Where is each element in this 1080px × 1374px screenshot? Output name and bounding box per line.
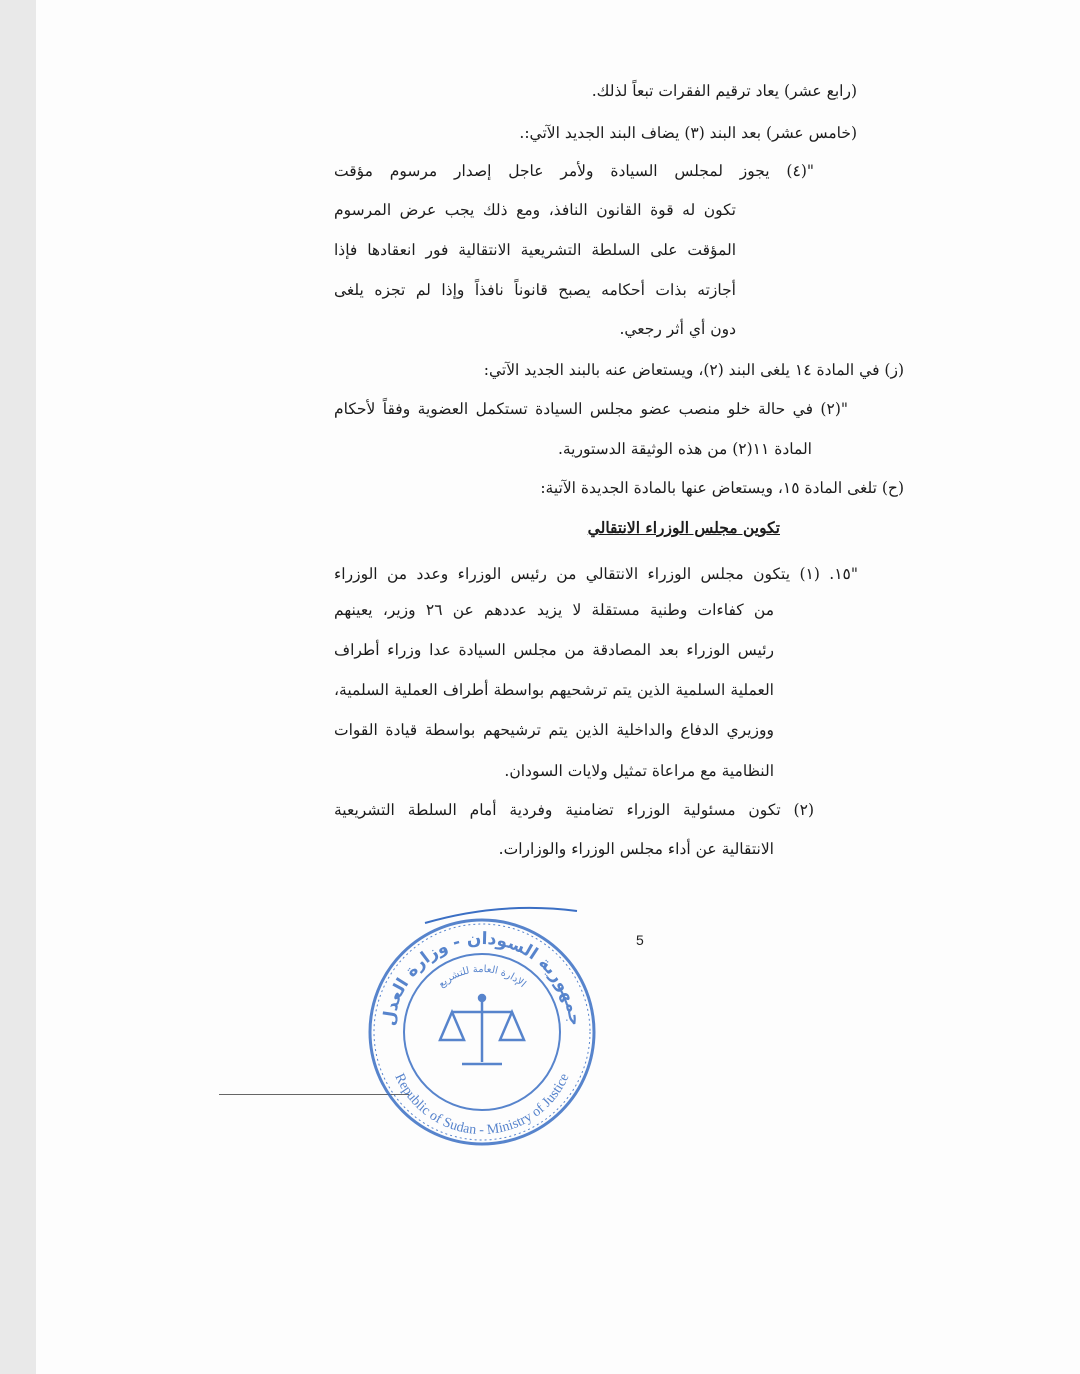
- page-number: 5: [636, 932, 644, 948]
- text-line-18: (٢) تكون مسئولية الوزراء تضامنية وفردية أمام السلطة التشريعية: [334, 801, 814, 819]
- text-line-5: المؤقت على السلطة التشريعية الانتقالية فور انعقادها فإذا: [334, 241, 736, 259]
- text-line-17: النظامية مع مراعاة تمثيل ولايات السودان.: [504, 762, 774, 780]
- text-line-7: دون أي أثر رجعي.: [619, 320, 736, 338]
- section-heading: تكوين مجلس الوزراء الانتقالي: [587, 518, 780, 537]
- text-line-12: "١٥. (١) يتكون مجلس الوزراء الانتقالي من رئيس الوزراء وعدد من الوزراء: [334, 565, 858, 583]
- seal-arabic-text: جمهورية السودان - وزارة العدل: [379, 928, 585, 1028]
- text-line-10: المادة ١١(٢) من هذه الوثيقة الدستورية.: [557, 440, 812, 458]
- ministry-seal: [362, 912, 602, 1152]
- svg-text:الإدارة العامة للتشريع: [436, 964, 527, 990]
- text-line-14: رئيس الوزراء بعد المصادقة من مجلس السيادة عدا وزراء أطراف: [334, 641, 774, 659]
- seal-english-text: Republic of Sudan - Ministry of Justice: [391, 1071, 573, 1138]
- text-line-8: (ز) في المادة ١٤ يلغى البند (٢)، ويستعاض عنه بالبند الجديد الآتي:: [483, 361, 904, 379]
- text-line-19: الانتقالية عن أداء مجلس الوزراء والوزارات.: [498, 840, 774, 858]
- text-line-13: من كفاءات وطنية مستقلة لا يزيد عددهم عن ٢٦ وزير، يعينهم: [334, 601, 774, 619]
- text-line-6: أجازته بذات أحكامه يصبح قانوناً نافذاً وإذا لم تجزه يلغى: [334, 281, 736, 299]
- text-line-16: ووزيري الدفاع والداخلية الذين يتم ترشيحهم بواسطة قيادة القوات: [334, 721, 774, 739]
- document-page: [36, 0, 1080, 1374]
- text-line-9: "(٢) في حالة خلو منصب عضو مجلس السيادة تستكمل العضوية وفقاً لأحكام: [334, 400, 848, 418]
- text-line-3: "(٤) يجوز لمجلس السيادة ولأمر عاجل إصدار مرسوم مؤقت: [334, 162, 814, 180]
- text-line-15: العملية السلمية الذين يتم ترشحيهم بواسطة أطراف العملية السلمية،: [334, 681, 774, 699]
- scales-of-justice-icon: [440, 995, 524, 1064]
- text-line-2: (خامس عشر) بعد البند (٣) يضاف البند الجديد الآتي:.: [519, 124, 857, 142]
- seal-inner-text: الإدارة العامة للتشريع: [436, 963, 528, 990]
- text-line-11: (ح) تلغى المادة ١٥، ويستعاض عنها بالمادة الجديدة الآتية:: [540, 479, 904, 497]
- text-line-4: تكون له قوة القانون النافذ، ومع ذلك يجب عرض المرسوم: [334, 201, 736, 219]
- text-line-1: (رابع عشر) يعاد ترقيم الفقرات تبعاً لذلك.: [591, 82, 857, 100]
- svg-text:Republic of Sudan - Ministry o: [391, 1071, 572, 1138]
